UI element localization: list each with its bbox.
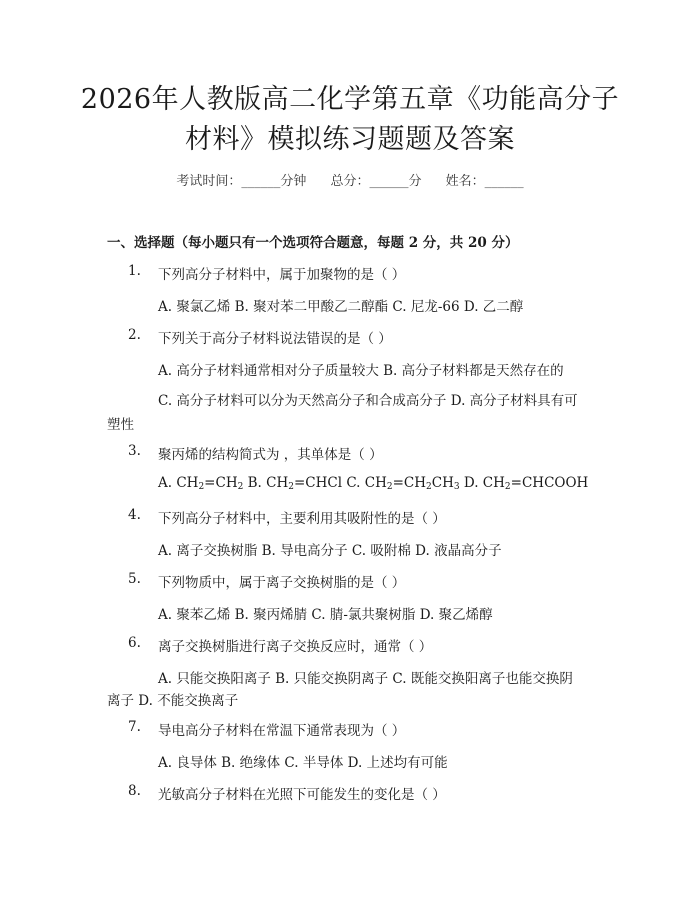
question-2-options-line1: A. 高分子材料通常相对分子质量较大 B. 高分子材料都是天然存在的: [158, 363, 564, 379]
section-title-choice: 一、选择题（每小题只有一个选项符合题意，每题 2 分，共 20 分）: [107, 235, 519, 251]
question-text: 聚丙烯的结构简式为 ，其单体是（ ）: [158, 447, 383, 463]
subscript: 2: [288, 482, 294, 492]
document-title-line2: 材料》模拟练习题题及答案: [185, 124, 515, 155]
option-c-text-rest: CH: [431, 475, 454, 491]
question-6-options-line1: A. 只能交换阳离子 B. 只能交换阴离子 C. 既能交换阳离子也能交换阴: [158, 671, 573, 687]
subscript: 2: [386, 482, 393, 492]
question-2-options-line3: 塑性: [107, 417, 134, 433]
subscript: 2: [426, 482, 432, 492]
question-text: 下列高分子材料中，主要利用其吸附性的是（ ）: [158, 511, 446, 527]
question-5-options: A. 聚苯乙烯 B. 聚丙烯腈 C. 腈-氯共聚树脂 D. 聚乙烯醇: [158, 607, 493, 623]
option-d-text-rest: =CHCOOH: [510, 475, 589, 491]
subscript: 3: [453, 482, 460, 492]
option-b-text-rest: =CHCl C. CH: [293, 475, 387, 491]
option-b-text: B. CH: [243, 475, 289, 491]
question-1-options: A. 聚氯乙烯 B. 聚对苯二甲酸乙二醇酯 C. 尼龙-66 D. 乙二醇: [158, 299, 524, 315]
option-c-text: =CH: [392, 475, 427, 491]
question-text: 下列高分子材料中，属于加聚物的是（ ）: [158, 267, 406, 283]
document-title-line1: 2026年人教版高二化学第五章《功能高分子: [80, 84, 620, 115]
question-text: 下列物质中，属于离子交换树脂的是（ ）: [158, 575, 406, 591]
option-a-text: A. CH: [158, 475, 199, 491]
question-number: 6.: [128, 635, 141, 651]
question-number: 5.: [128, 571, 141, 587]
subscript: 2: [198, 482, 205, 492]
question-number: 2.: [128, 327, 141, 343]
question-2-options-line2: C. 高分子材料可以分为天然高分子和合成高分子 D. 高分子材料具有可: [158, 393, 578, 409]
question-text: 导电高分子材料在常温下通常表现为（ ）: [158, 723, 406, 739]
subscript: 2: [237, 482, 244, 492]
option-d-text: D. CH: [459, 475, 505, 491]
question-number: 4.: [128, 507, 141, 523]
student-name-label: 姓名：______: [445, 174, 524, 189]
question-6-options-line2: 离子 D. 不能交换离子: [107, 693, 239, 709]
question-number: 1.: [128, 263, 141, 279]
exam-meta: [0, 170, 700, 189]
question-text: 离子交换树脂进行离子交换反应时，通常（ ）: [158, 639, 433, 655]
question-3-options: [158, 475, 588, 492]
question-number: 3.: [128, 443, 141, 459]
exam-time-label: 考试时间：______分钟: [176, 174, 307, 189]
question-7-options: A. 良导体 B. 绝缘体 C. 半导体 D. 上述均有可能: [158, 755, 448, 771]
option-a-text-rest: =CH: [204, 475, 238, 491]
question-number: 7.: [128, 719, 141, 735]
question-text: 光敏高分子材料在光照下可能发生的变化是（ ）: [158, 787, 446, 803]
subscript: 2: [504, 482, 511, 492]
question-number: 8.: [128, 783, 141, 799]
question-text: 下列关于高分子材料说法错误的是（ ）: [158, 331, 392, 347]
question-4-options: A. 离子交换树脂 B. 导电高分子 C. 吸附棉 D. 液晶高分子: [158, 543, 502, 559]
total-score-label: 总分：______分: [330, 174, 422, 189]
